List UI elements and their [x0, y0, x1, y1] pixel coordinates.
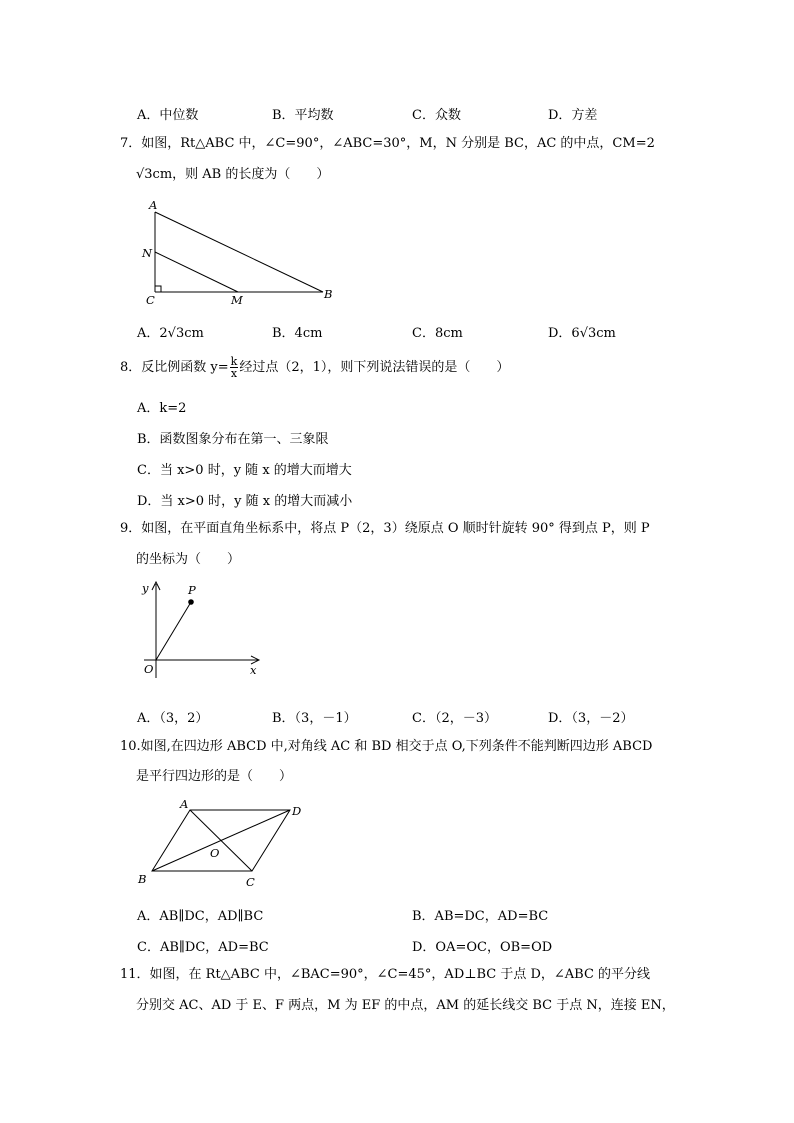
- q9-stem-line2: 的坐标为（ ）: [136, 552, 241, 567]
- q6-option-d: D．方差: [548, 108, 598, 123]
- q8-option-b: B．函数图象分布在第一、三象限: [137, 432, 329, 447]
- q9-label-p: P: [188, 583, 196, 597]
- q10-option-a: A．AB∥DC，AD∥BC: [137, 909, 264, 924]
- q8-option-a: A．k=2: [137, 401, 187, 416]
- q7-option-a: A．2√3cm: [137, 326, 204, 341]
- q7-label-c: C: [146, 293, 155, 307]
- q7-label-b: B: [324, 287, 333, 301]
- q6-option-c: C．众数: [412, 108, 461, 123]
- q10-label-b: B: [138, 872, 147, 886]
- q7-option-d: D．6√3cm: [548, 326, 616, 341]
- q8-option-d: D．当 x>0 时，y 随 x 的增大而减小: [137, 494, 353, 509]
- q9-stem-line1: 9．如图，在平面直角坐标系中，将点 P（2，3）绕原点 O 顺时针旋转 90° 得到点 P，则 P: [120, 521, 650, 536]
- q8-option-c: C．当 x>0 时，y 随 x 的增大而增大: [137, 463, 352, 478]
- q10-stem-line1: 10.如图,在四边形 ABCD 中,对角线 AC 和 BD 相交于点 O,下列条件不能判断四边形 ABCD: [120, 739, 653, 754]
- q7-stem-line2: √3cm，则 AB 的长度为（ ）: [136, 167, 330, 182]
- q11-stem-line1: 11．如图，在 Rt△ABC 中，∠BAC=90°，∠C=45°，AD⊥BC 于点 D，∠ABC 的平分线: [120, 967, 651, 982]
- q7-stem-line1: 7．如图，Rt△ABC 中，∠C=90°，∠ABC=30°，M，N 分别是 BC，AC 的中点，CM=2: [120, 136, 655, 151]
- q8-fraction: [230, 356, 239, 379]
- q6-option-b: B．平均数: [272, 108, 334, 123]
- q7-label-n: N: [142, 246, 153, 260]
- q11-stem-line2: 分别交 AC、AD 于 E、F 两点，M 为 EF 的中点，AM 的延长线交 BC 于点 N，连接 EN，: [136, 998, 675, 1013]
- q6-option-a: A．中位数: [137, 108, 199, 123]
- q10-label-d: D: [292, 804, 302, 818]
- q9-option-a: A．（3，2）: [137, 711, 209, 726]
- q10-option-b: B．AB=DC，AD=BC: [412, 909, 549, 924]
- q10-option-c: C．AB∥DC，AD=BC: [137, 940, 269, 955]
- q9-point-p: [188, 599, 194, 605]
- q8-stem: [120, 356, 509, 379]
- q10-parallelogram-figure: [136, 795, 316, 890]
- q7-label-a: A: [149, 198, 158, 212]
- q7-option-c: C．8cm: [412, 326, 463, 341]
- q7-label-m: M: [231, 293, 243, 307]
- q9-option-c: C．（2，－3）: [412, 711, 497, 726]
- q8-stem-pre: 8．反比例函数 y=: [120, 360, 229, 375]
- q8-frac-den: x: [230, 367, 238, 380]
- q8-stem-post: 经过点（2，1），则下列说法错误的是（ ）: [239, 360, 510, 375]
- q7-triangle-figure: [138, 195, 348, 310]
- q9-option-b: B．（3，－1）: [272, 711, 357, 726]
- q9-label-x: x: [250, 663, 257, 677]
- q8-frac-num: k: [230, 355, 238, 368]
- q9-label-y: y: [142, 581, 149, 595]
- q10-label-c: C: [246, 875, 255, 889]
- q9-label-o: O: [144, 662, 154, 676]
- q9-option-d: D．（3，－2）: [548, 711, 634, 726]
- q7-option-b: B．4cm: [272, 326, 323, 341]
- q10-option-d: D．OA=OC，OB=OD: [412, 940, 553, 955]
- q10-label-o: O: [210, 846, 220, 860]
- q10-stem-line2: 是平行四边形的是（ ）: [136, 769, 293, 784]
- q10-label-a: A: [180, 797, 189, 811]
- q9-coordinate-figure: [138, 578, 268, 683]
